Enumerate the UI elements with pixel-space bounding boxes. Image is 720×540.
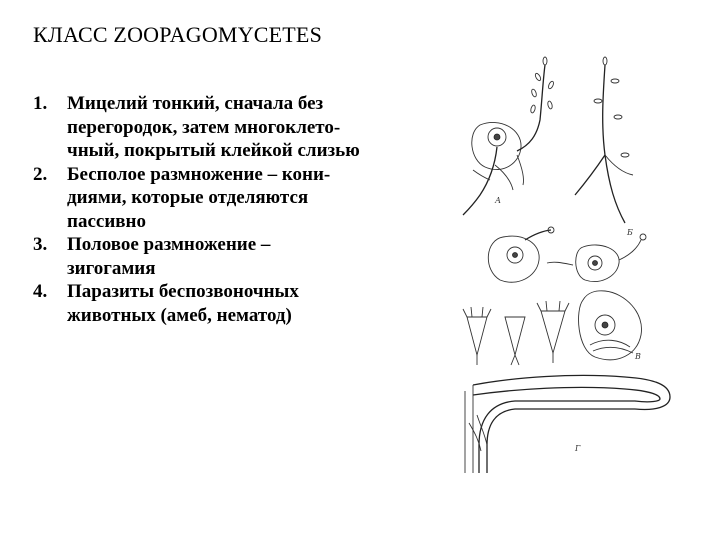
point-1 — [33, 92, 458, 163]
point-text: Паразиты беспозвоночных животных (амеб, нематод) — [67, 281, 299, 326]
point-number: 2. — [33, 163, 48, 185]
panel-v-drawing — [579, 291, 642, 361]
point-number: 1. — [33, 93, 48, 114]
zoopagomycetes-illustration — [455, 55, 690, 475]
middle-cells-drawing — [488, 227, 646, 282]
point-3 — [33, 233, 458, 280]
point-text: Мицелий тонкий, сначала без перегородок, затем многоклето- чный, покрытый клейкой слизью — [67, 93, 360, 161]
slide-title: КЛАСС ZOOPAGOMYCETES — [33, 22, 323, 47]
panel-label-v: В — [635, 352, 641, 361]
panel-b-drawing — [575, 57, 633, 237]
panel-label-a: А — [495, 196, 502, 205]
illustration-svg — [455, 55, 690, 475]
point-text: Бесполое размножение – кони- диями, которые отделяются пассивно — [67, 163, 331, 232]
panel-g-drawing — [465, 375, 670, 473]
points-list — [33, 92, 458, 327]
point-4 — [33, 280, 458, 327]
point-number: 3. — [33, 234, 48, 255]
point-2 — [33, 163, 458, 234]
panel-label-g: Г — [575, 444, 581, 453]
zygospores-drawing — [463, 301, 569, 365]
point-text: Половое размножение – зигогамия — [67, 234, 271, 279]
point-number: 4. — [33, 281, 48, 302]
panel-a-drawing — [463, 57, 555, 215]
panel-label-b: Б — [627, 228, 633, 237]
